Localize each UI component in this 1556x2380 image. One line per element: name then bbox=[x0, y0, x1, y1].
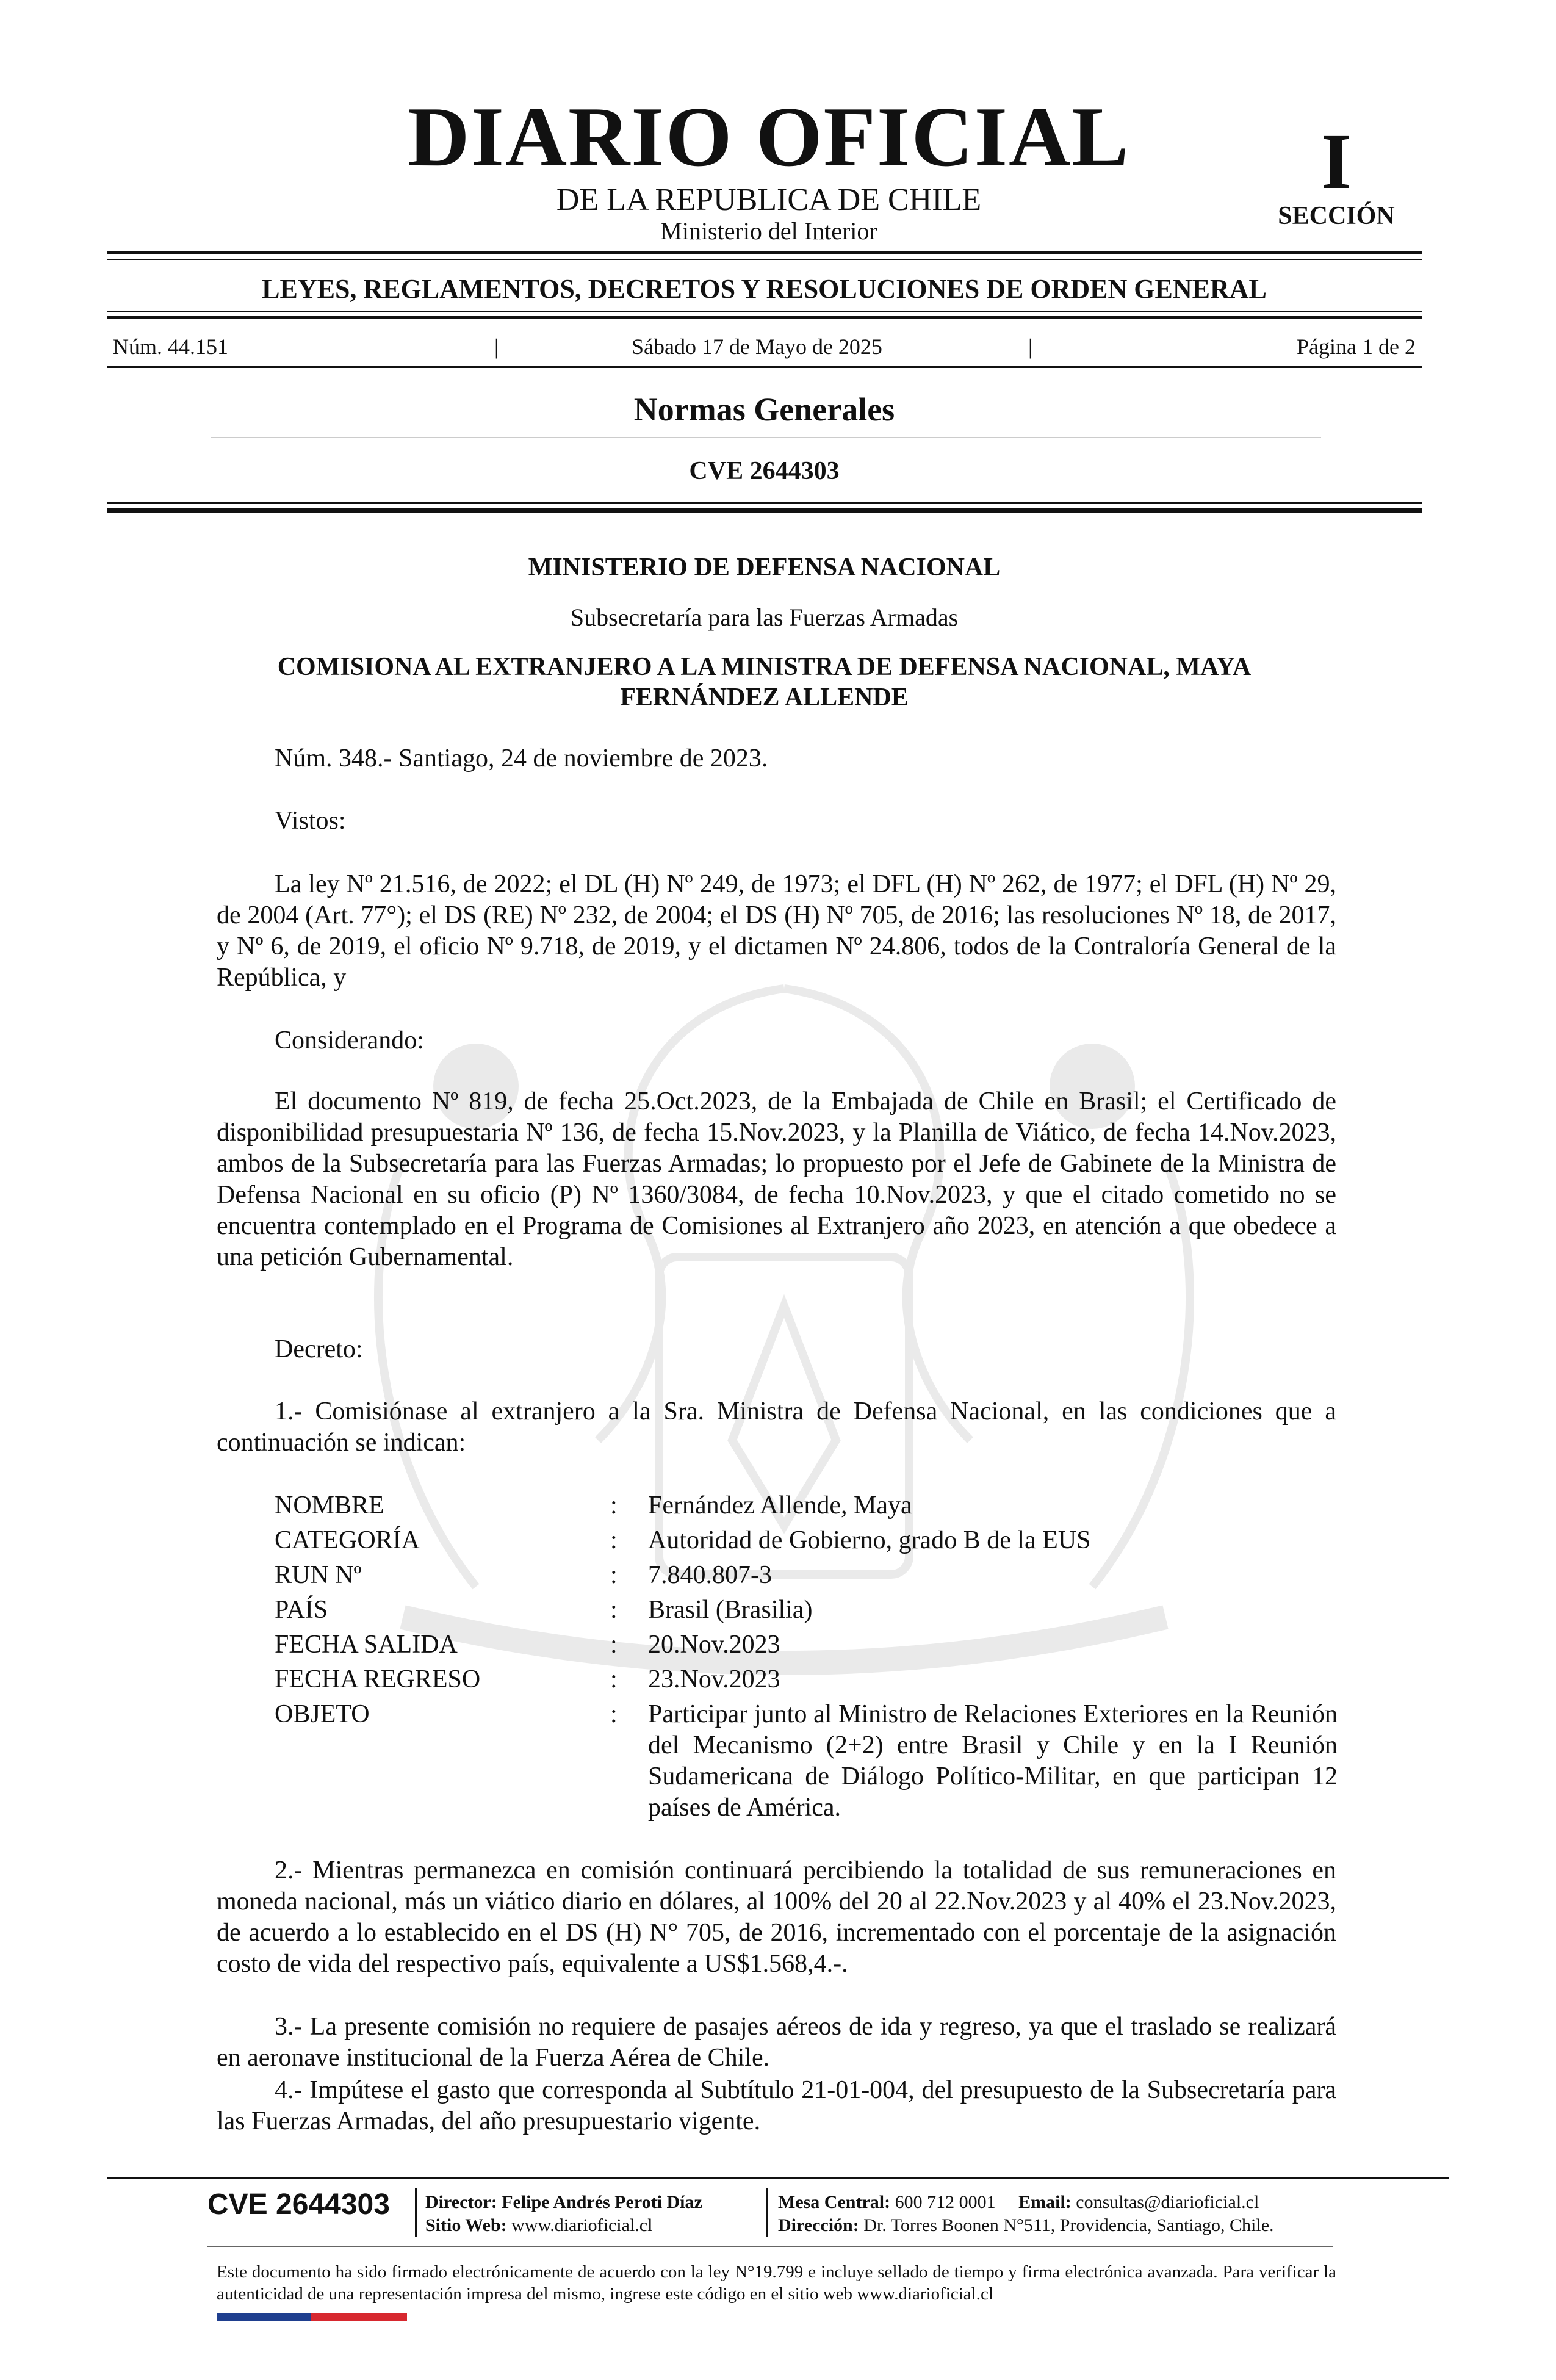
phone-number: 600 712 0001 bbox=[895, 2192, 996, 2212]
document-title-line: COMISIONA AL EXTRANJERO A LA MINISTRA DE DEFENSA NACIONAL, MAYA bbox=[277, 653, 1252, 681]
point-3: 3.- La presente comisión no requiere de pasajes aéreos de ida y regreso, ya que el traslado se realizará en aeronave institucional de la Fuerza Aérea de Chile. bbox=[217, 2013, 1336, 2072]
field-value: Participar junto al Ministro de Relaciones Exteriores en la Reunión del Mecanismo (2+2) entre Brasil y Chile y en la I Reunión Sudamericana de Diálogo Político-Militar, en que participan 12 países de América. bbox=[648, 1700, 1338, 1822]
normas-divider bbox=[211, 437, 1321, 438]
field-label: OBJETO bbox=[275, 1700, 370, 1728]
info-separator: | bbox=[1028, 334, 1033, 359]
banner-rule-thin bbox=[107, 311, 1422, 312]
considerando-label: Considerando: bbox=[275, 1026, 424, 1055]
email-label: Email: bbox=[1018, 2192, 1072, 2212]
footer-separator bbox=[415, 2188, 417, 2237]
decree-number: Núm. 348.- Santiago, 24 de noviembre de 2023. bbox=[275, 745, 768, 773]
header-rule-top bbox=[107, 251, 1422, 254]
field-label: FECHA SALIDA bbox=[275, 1631, 458, 1659]
website-link[interactable]: www.diarioficial.cl bbox=[511, 2215, 653, 2235]
vistos-paragraph: La ley Nº 21.516, de 2022; el DL (H) Nº 249, de 1973; el DFL (H) Nº 262, de 1977; el DFL (H) Nº 29, de 2004 (Art. 77°); el DS (RE) Nº 232, de 2004; el DS (H) Nº 705, de 2016; las resoluciones Nº 18, de 2017, y Nº 6, de 2019, el oficio Nº 9.718, de 2019, y el dictamen Nº 24.806, todos de la Contraloría General de la República, y bbox=[217, 870, 1336, 992]
field-value: Brasil (Brasilia) bbox=[648, 1596, 813, 1624]
decreto-label: Decreto: bbox=[275, 1335, 363, 1363]
section-label: SECCIÓN bbox=[1278, 202, 1395, 230]
footer-rule bbox=[107, 2177, 1449, 2179]
field-label: CATEGORÍA bbox=[275, 1526, 420, 1554]
field-value: 23.Nov.2023 bbox=[648, 1665, 780, 1693]
header-rule-top-thin bbox=[107, 259, 1422, 260]
footer-director-block bbox=[425, 2191, 702, 2237]
field-value: Fernández Allende, Maya bbox=[648, 1491, 912, 1520]
footer-cve-code: CVE 2644303 bbox=[207, 2188, 390, 2221]
issue-number: Núm. 44.151 bbox=[113, 334, 228, 359]
footer-contact-block bbox=[778, 2191, 1274, 2237]
banner-rule bbox=[107, 316, 1422, 319]
field-colon: : bbox=[610, 1700, 618, 1728]
footer-note-rule bbox=[207, 2246, 1333, 2247]
email-link[interactable]: consultas@diarioficial.cl bbox=[1076, 2192, 1259, 2212]
field-colon: : bbox=[610, 1665, 618, 1693]
info-rule bbox=[107, 366, 1422, 368]
vistos-label: Vistos: bbox=[275, 807, 346, 835]
field-label: PAÍS bbox=[275, 1596, 328, 1624]
field-label: RUN Nº bbox=[275, 1561, 362, 1589]
document-title bbox=[107, 652, 1422, 713]
flag-bar-red bbox=[311, 2313, 407, 2321]
field-colon: : bbox=[610, 1561, 618, 1589]
field-value: 7.840.807-3 bbox=[648, 1561, 772, 1589]
point-2: 2.- Mientras permanezca en comisión continuará percibiendo la totalidad de sus remuneraciones en moneda nacional, más un viático diario en dólares, al 100% del 20 al 22.Nov.2023 y al 40% el 23.Nov.2023, de acuerdo a lo establecido en el DS (H) N° 705, de 2016, incrementado con el porcentaje de la asignación costo de vida del respectivo país, equivalente a US$1.568,4.-. bbox=[217, 1856, 1336, 1978]
website-label: Sitio Web: bbox=[425, 2215, 507, 2235]
section-number: I bbox=[1320, 118, 1352, 206]
phone-label: Mesa Central: bbox=[778, 2192, 891, 2212]
subsecretaria-heading: Subsecretaría para las Fuerzas Armadas bbox=[570, 604, 959, 631]
director-label: Director: bbox=[425, 2192, 497, 2212]
point-4: 4.- Impútese el gasto que corresponda al Subtítulo 21-01-004, del presupuesto de la Subsecretaría para las Fuerzas Armadas, del año presupuestario vigente. bbox=[217, 2076, 1336, 2135]
field-label: NOMBRE bbox=[275, 1491, 384, 1520]
field-colon: : bbox=[610, 1526, 618, 1554]
director-name: Felipe Andrés Peroti Díaz bbox=[502, 2192, 702, 2212]
point-1: 1.- Comisiónase al extranjero a la Sra. Ministra de Defensa Nacional, en las condiciones que a continuación se indican: bbox=[217, 1397, 1336, 1457]
field-label: FECHA REGRESO bbox=[275, 1665, 481, 1693]
field-colon: : bbox=[610, 1596, 618, 1624]
issue-info-bar bbox=[113, 334, 1416, 361]
cve-rule-thick bbox=[107, 508, 1422, 513]
document-title-line: FERNÁNDEZ ALLENDE bbox=[620, 683, 909, 712]
cve-rule-thin bbox=[107, 502, 1422, 504]
address-text: Dr. Torres Boonen N°511, Providencia, Santiago, Chile. bbox=[863, 2215, 1274, 2235]
section-heading: Normas Generales bbox=[633, 391, 895, 428]
field-colon: : bbox=[610, 1491, 618, 1520]
considerando-paragraph: El documento Nº 819, de fecha 25.Oct.2023, de la Embajada de Chile en Brasil; el Certificado de disponibilidad presupuestaria Nº 136, de fecha 15.Nov.2023, y la Planilla de Viático, de fecha 14.Nov.2023, ambos de la Subsecretaría para las Fuerzas Armadas; lo propuesto por el Jefe de Gabinete de la Ministra de Defensa Nacional en su oficio (P) Nº 1360/3084, de fecha 10.Nov.2023, y que el citado cometido no se encuentra contemplado en el Programa de Comisiones al Extranjero año 2023, en atención a que obedece a una petición Gubernamental. bbox=[217, 1087, 1336, 1271]
masthead-title: DIARIO OFICIAL bbox=[408, 90, 1130, 184]
field-value: 20.Nov.2023 bbox=[648, 1631, 780, 1659]
issue-date: Sábado 17 de Mayo de 2025 bbox=[632, 334, 882, 359]
cve-code: CVE 2644303 bbox=[689, 457, 840, 485]
field-value: Autoridad de Gobierno, grado B de la EUS bbox=[648, 1526, 1091, 1554]
masthead-ministry: Ministerio del Interior bbox=[660, 217, 877, 245]
page-indicator: Página 1 de 2 bbox=[1297, 334, 1416, 359]
footer-separator bbox=[766, 2188, 768, 2237]
banner-heading: LEYES, REGLAMENTOS, DECRETOS Y RESOLUCIONES DE ORDEN GENERAL bbox=[262, 274, 1267, 304]
ministry-heading: MINISTERIO DE DEFENSA NACIONAL bbox=[528, 554, 1001, 582]
field-colon: : bbox=[610, 1631, 618, 1659]
masthead-subtitle: DE LA REPUBLICA DE CHILE bbox=[556, 182, 982, 217]
address-label: Dirección: bbox=[778, 2215, 859, 2235]
info-separator: | bbox=[494, 334, 499, 359]
signature-note: Este documento ha sido firmado electrónicamente de acuerdo con la ley N°19.799 e incluye sellado de tiempo y firma electrónica avanzada. Para verificar la autenticidad de una representación impresa del mismo, ingrese este código en el sitio web www.diarioficial.cl bbox=[217, 2262, 1336, 2304]
flag-bar-blue bbox=[217, 2313, 311, 2321]
